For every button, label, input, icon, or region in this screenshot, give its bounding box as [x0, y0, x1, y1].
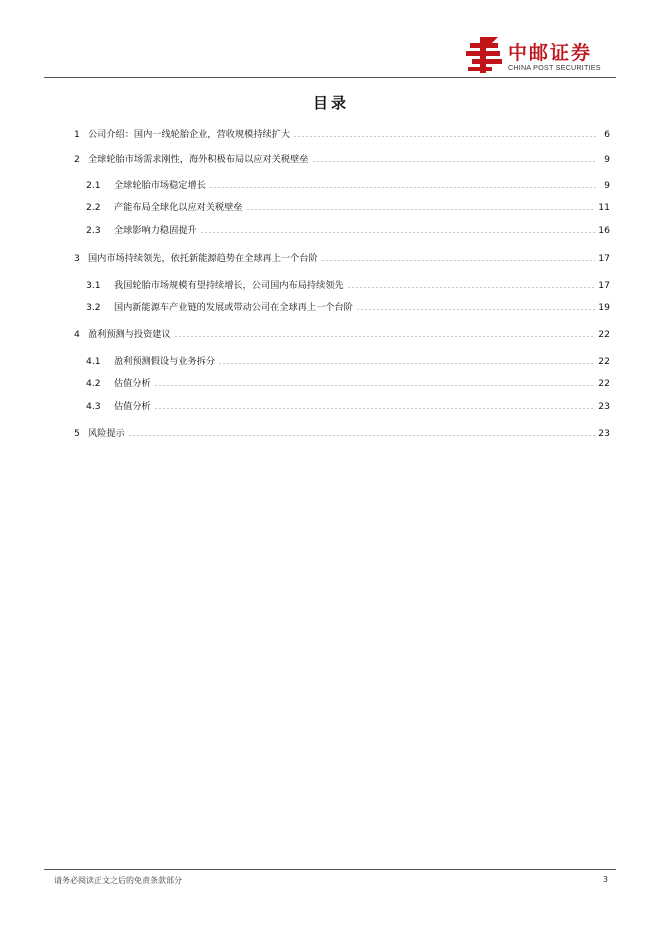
brand-logo	[466, 36, 616, 78]
china-post-logo-icon	[466, 36, 504, 74]
toc-entry-title: 公司介绍：国内一线轮胎企业，营收规模持续扩大	[88, 129, 291, 140]
toc-entry[interactable]	[86, 295, 610, 313]
toc-entry-title: 全球轮胎市场稳定增长	[114, 180, 206, 191]
toc-entry-number: 5	[74, 428, 80, 439]
brand-name-cn: 中邮证券	[508, 42, 593, 64]
toc-entry[interactable]	[74, 322, 610, 340]
toc-entry-page: 19	[598, 302, 610, 313]
toc-entry-page: 16	[598, 225, 610, 236]
toc-entry-number: 3.2	[86, 302, 101, 313]
toc-entry-title: 估值分析	[114, 378, 151, 389]
toc-leader-dots	[246, 209, 596, 210]
toc-leader-dots	[154, 408, 596, 409]
toc-entry-page: 9	[604, 180, 610, 191]
toc-entry[interactable]	[86, 371, 610, 389]
toc-entry-title: 盈利预测与投资建议	[88, 329, 171, 340]
toc-entry[interactable]	[86, 195, 610, 213]
toc-entry-number: 2.2	[86, 202, 101, 213]
toc-entry[interactable]	[86, 273, 610, 291]
toc-entry-page: 17	[598, 280, 610, 291]
toc-entry-number: 4	[74, 329, 80, 340]
footer-page-number: 3	[602, 875, 608, 884]
toc-entry-number: 2.1	[86, 180, 101, 191]
toc-entry-number: 2.3	[86, 225, 101, 236]
toc-title: 目录	[312, 94, 349, 112]
toc-entry-number: 4.1	[86, 356, 101, 367]
toc-entry-title: 盈利预测假设与业务拆分	[114, 356, 216, 367]
toc-entry-title: 风险提示	[88, 428, 125, 439]
page-header	[44, 30, 616, 80]
toc-entry-page: 9	[604, 154, 610, 165]
toc-leader-dots	[174, 336, 596, 337]
toc-entry-number: 3	[74, 253, 80, 264]
toc-entry[interactable]	[86, 349, 610, 367]
toc-leader-dots	[218, 363, 595, 364]
toc-leader-dots	[209, 187, 597, 188]
brand-name-en: CHINA POST SECURITIES	[508, 63, 601, 72]
toc-entry-page: 17	[598, 253, 610, 264]
toc-entry[interactable]	[74, 246, 610, 264]
toc-leader-dots	[312, 161, 598, 162]
toc-entry-title: 全球影响力稳固提升	[114, 225, 197, 236]
toc-entry-title: 产能布局全球化以应对关税壁垒	[114, 202, 243, 213]
toc-entry-number: 2	[74, 154, 80, 165]
toc-entry-title: 国内市场持续领先，依托新能源趋势在全球再上一个台阶	[88, 253, 318, 264]
toc-leader-dots	[356, 309, 595, 310]
toc-entry-number: 1	[74, 129, 80, 140]
toc-entry-title: 估值分析	[114, 401, 151, 412]
toc-leader-dots	[128, 435, 596, 436]
toc-leader-dots	[321, 260, 596, 261]
toc-entry-page: 23	[598, 401, 610, 412]
toc-entry-number: 3.1	[86, 280, 101, 291]
footer-disclaimer: 请务必阅读正文之后的免责条款部分	[54, 876, 182, 885]
toc-entry[interactable]	[86, 173, 610, 191]
toc-entry[interactable]	[74, 147, 610, 165]
toc-entry-number: 4.2	[86, 378, 101, 389]
toc-leader-dots	[200, 232, 596, 233]
toc-entry-page: 22	[598, 356, 610, 367]
footer-divider	[44, 869, 616, 870]
toc-leader-dots	[154, 385, 596, 386]
header-divider	[44, 77, 616, 78]
toc-entry-title: 国内新能源车产业链的发展或带动公司在全球再上一个台阶	[114, 302, 353, 313]
toc-entry-title: 全球轮胎市场需求刚性，海外积极布局以应对关税壁垒	[88, 154, 309, 165]
toc-entry[interactable]	[86, 218, 610, 236]
toc-entry-title: 我国轮胎市场规模有望持续增长，公司国内布局持续领先	[114, 280, 344, 291]
toc-leader-dots	[347, 287, 596, 288]
toc-entry-page: 11	[598, 202, 610, 213]
toc-leader-dots	[293, 136, 597, 137]
toc-entry-page: 22	[598, 329, 610, 340]
toc-entry-page: 6	[604, 129, 610, 140]
toc-entry[interactable]	[74, 421, 610, 439]
toc-entry-number: 4.3	[86, 401, 101, 412]
toc-entry[interactable]	[86, 394, 610, 412]
toc-entry-page: 23	[598, 428, 610, 439]
toc-entry[interactable]	[74, 122, 610, 140]
toc-entry-page: 22	[598, 378, 610, 389]
